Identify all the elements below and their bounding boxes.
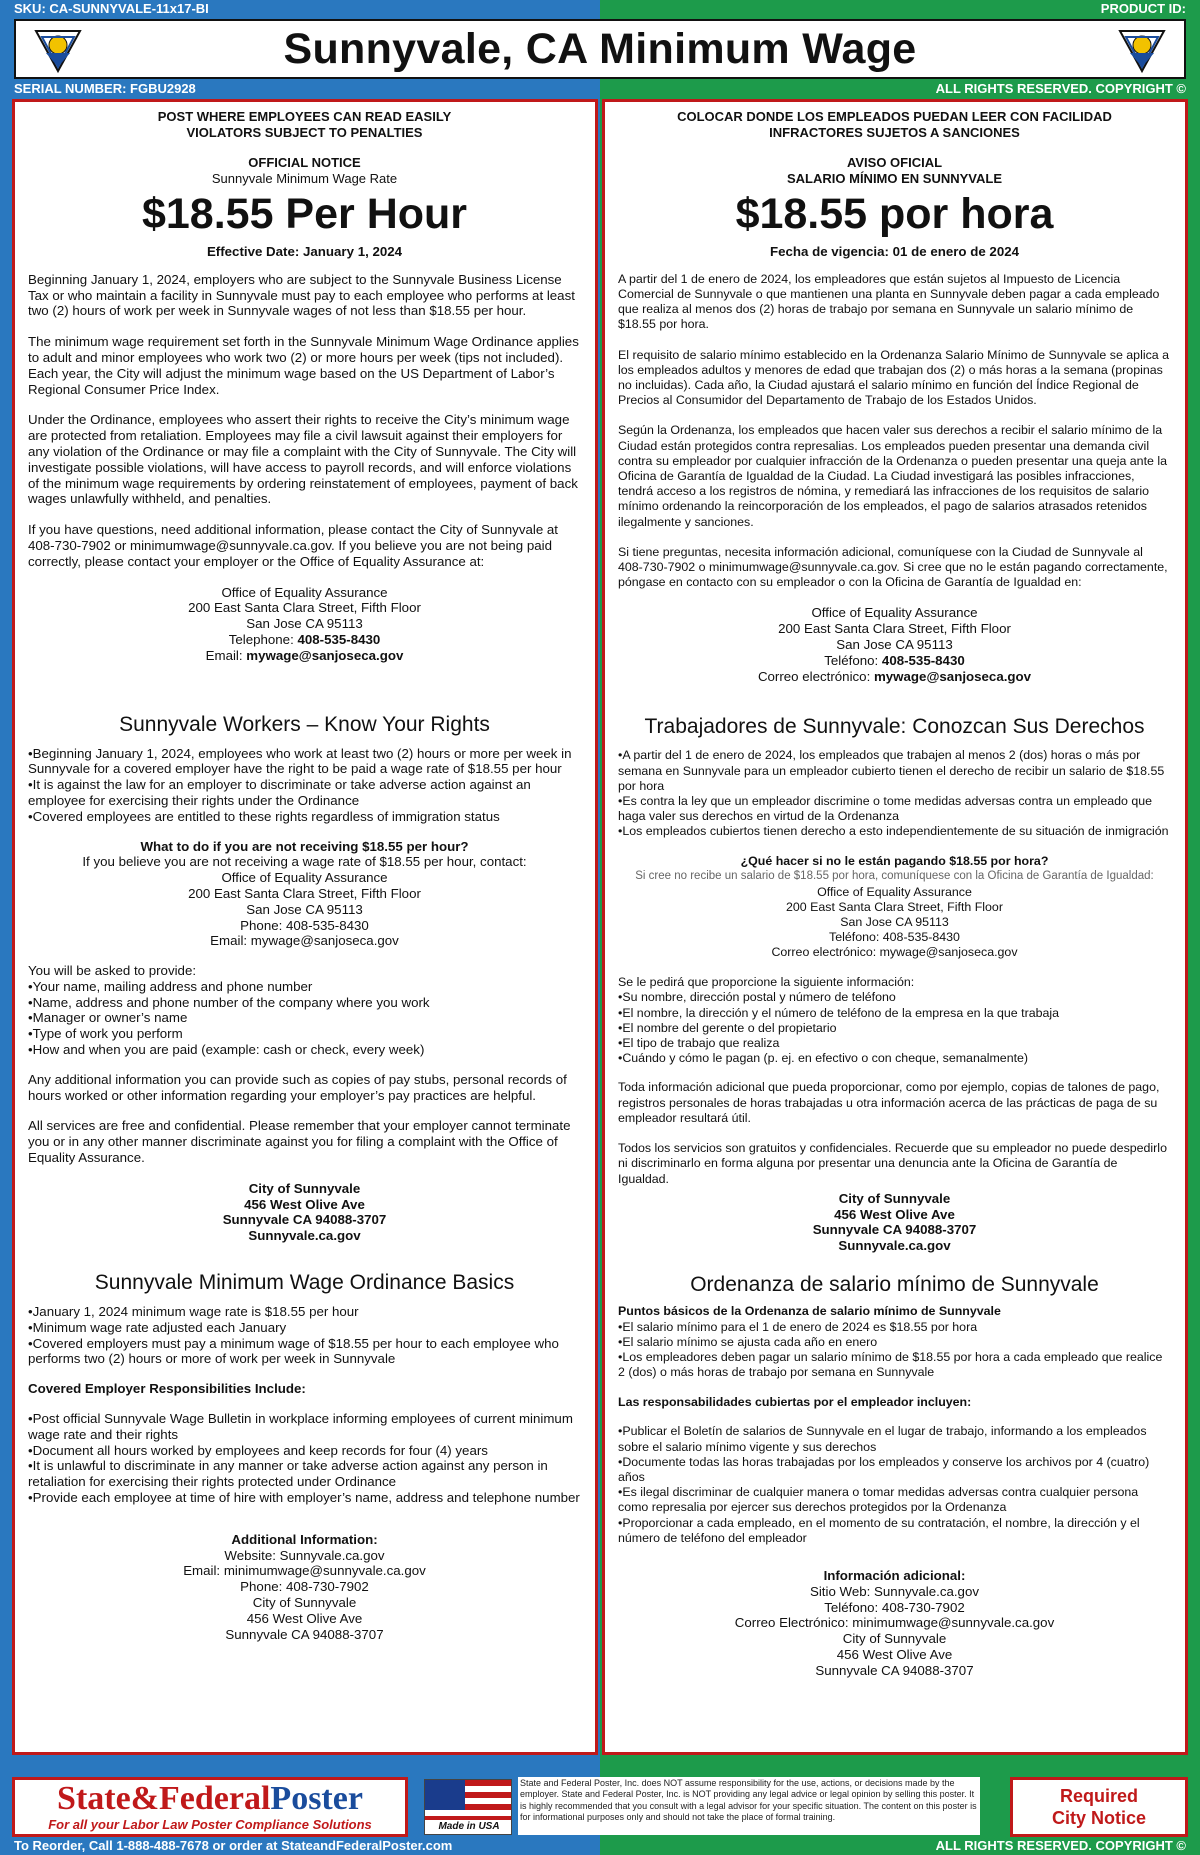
list-item: • Publicar el Boletín de salarios de Sunnyvale en el lugar de trabajo, informando a los empleados sobre el salario mínimo vigente y sus derechos [618, 1424, 1171, 1454]
list-item: • Proporcionar a cada empleado, en el momento de su contratación, el nombre, la dirección y el número de teléfono del empleador [618, 1516, 1171, 1546]
page-title: Sunnyvale, CA Minimum Wage [283, 25, 917, 73]
paragraph: Beginning January 1, 2024, employers who are subject to the Sunnyvale Business License Tax or who maintain a facility in Sunnyvale must pay to each employee who performs at least two (2) hours of work per week in Sunnyvale wages of not less than $18.55 per hour. [28, 271, 575, 319]
subsection-title: What to do if you are not receiving $18.55 per hour? [140, 838, 469, 854]
wage-rate: $18.55 Per Hour [141, 190, 468, 238]
made-in-usa: Made in USA [425, 1820, 512, 1834]
english-column [12, 99, 598, 1755]
list-item: • Provide each employee at time of hire with employer’s name, address and telephone number [28, 1490, 581, 1506]
paragraph: All services are free and confidential. Please remember that your employer cannot terminate you or in any other manner discriminate against you for filing a complaint with the Office of Equality Assurance. [28, 1118, 571, 1166]
list-item: • It is unlawful to discriminate in any manner or take adverse action against any person in retaliation for exercising their rights protected under Ordinance [28, 1458, 581, 1490]
logo-tagline: For all your Labor Law Poster Compliance Solutions [48, 1817, 372, 1832]
wage-rate: $18.55 por hora [735, 190, 1054, 238]
list-item: • Cuándo y cómo le pagan (p. ej. en efectivo o con cheque, semanalmente) [618, 1051, 1171, 1066]
list-item: • Document all hours worked by employees and keep records for four (4) years [28, 1443, 581, 1459]
rights-list [28, 746, 581, 825]
list-item: • Es ilegal discriminar de cualquier manera o tomar medidas adversas contra cualquier persona como represalia por ejercer sus derechos protegidos por la Ordenanza [618, 1485, 1171, 1515]
paragraph: Under the Ordinance, employees who assert their rights to receive the City’s minimum wage are protected from retaliation. Employees may file a civil lawsuit against their employers for any violation of the Ordinance or may file a complaint with the City of Sunnyvale. The City will investigate possible violations, will have access to payroll records, and will enforce violations of the minimum wage requirements by ordering reinstatement of employees, payment of back wages unlawfully withheld, and penalties. [28, 412, 578, 507]
provide-label: Se le pedirá que proporcione la siguiente información: [618, 974, 915, 989]
city-address: City of Sunnyvale 456 West Olive Ave Sunnyvale CA 94088-3707 Sunnyvale.ca.gov [222, 1180, 387, 1244]
responsibilities-list [618, 1424, 1171, 1546]
paragraph: If you have questions, need additional information, please contact the City of Sunnyvale at 408-730-7902 or minimumwage@sunnyvale.ca.gov. If you believe you are not being paid correctly, please contact your employer or the Office of Equality Assurance at: [28, 522, 558, 569]
responsibilities-list [28, 1411, 581, 1506]
footer-bar [0, 1775, 1200, 1837]
list-item: • Covered employers must pay a minimum wage of $18.55 per hour to each employee who performs two (2) hours or more of work per week in Sunnyvale [28, 1336, 581, 1368]
reorder-info: To Reorder, Call 1-888-488-7678 or order at StateandFederalPoster.com [14, 1838, 453, 1853]
paragraph: Toda información adicional que pueda proporcionar, como por ejemplo, copias de talones de pago, registros personales de horas trabajadas u otra información acerca de las prácticas de paga de su empleador resultará útil. [618, 1080, 1160, 1125]
list-item: • Manager or owner’s name [28, 1010, 581, 1026]
basics-list [618, 1320, 1171, 1381]
paragraph: Any additional information you can provide such as copies of pay stubs, personal records of hours worked or other information regarding your employer’s pay practices are helpful. [28, 1071, 567, 1103]
post-notice: COLOCAR DONDE LOS EMPLEADOS PUEDAN LEER CON FACILIDAD INFRACTORES SUJETOS A SANCIONES [677, 109, 1112, 140]
list-item: • El salario mínimo para el 1 de enero de 2024 es $18.55 por hora [618, 1320, 1171, 1335]
provide-list [28, 979, 581, 1058]
sku: SKU: CA-SUNNYVALE-11x17-BI [14, 1, 209, 16]
section-title: Sunnyvale Workers – Know Your Rights [119, 712, 490, 736]
effective-date: Fecha de vigencia: 01 de enero de 2024 [769, 244, 1020, 259]
effective-date: Effective Date: January 1, 2024 [206, 244, 403, 259]
list-item: • El salario mínimo se ajusta cada año en enero [618, 1335, 1171, 1350]
list-item: • A partir del 1 de enero de 2024, los empleados que trabajen al menos 2 (dos) horas o más por semana en Sunnyvale para un empleador cubierto tienen el derecho de recibir un salario de $18.55 por hora [618, 748, 1171, 794]
required-city-notice-badge: Required City Notice [1010, 1777, 1188, 1837]
list-item: • Su nombre, dirección postal y número de teléfono [618, 990, 1171, 1005]
rights-list [618, 748, 1171, 839]
list-item: • Covered employees are entitled to these rights regardless of immigration status [28, 809, 581, 825]
list-item: • It is against the law for an employer to discriminate or take adverse action against an employee for exercising their rights under the Ordinance [28, 777, 581, 809]
paragraph: El requisito de salario mínimo establecido en la Ordenanza Salario Mínimo de Sunnyvale se aplica a los empleados adultos y menores de edad que trabajan dos (2) o más horas a la semana (propinas no incluidas). Cada año, la Ciudad ajustará el salario mínimo en función del Índice Regional de Precios al Consumidor del Departamento de Trabajo de los Estados Unidos. [618, 347, 1169, 408]
list-item: • Es contra la ley que un empleador discrimine o tome medidas adversas contra un empleado que haga valer sus derechos en virtud de la Ordenanza [618, 794, 1171, 824]
disclaimer: State and Federal Poster, Inc. does NOT assume responsibility for the use, actions, or decisions made by the employer. State and Federal Poster, Inc. is NOT providing any legal advice or legal opinion by selling this poster. It is highly recommended that you consult with a legal advisor for your specific situation. The content on this poster is for informational purposes only and should not take the place of formal training. [518, 1777, 980, 1835]
additional-info: Additional Information: Website: Sunnyvale.ca.gov Email: minimumwage@sunnyvale.ca.gov Phone: 408-730-7902 City of Sunnyvale 456 West Olive Ave Sunnyvale CA 94088-3707 [183, 1531, 426, 1642]
copyright-bottom: ALL RIGHTS RESERVED. COPYRIGHT © [935, 1838, 1186, 1853]
city-seal-icon [32, 23, 84, 75]
office-address: Office of Equality Assurance 200 East Santa Clara Street, Fifth Floor San Jose CA 95113 Telephone: 408-535-8430 Email: mywage@sanjoseca.gov [188, 584, 421, 663]
copyright-top: ALL RIGHTS RESERVED. COPYRIGHT © [935, 81, 1186, 96]
provide-label: You will be asked to provide: [28, 963, 197, 979]
list-item: • Your name, mailing address and phone number [28, 979, 581, 995]
list-item: • Type of work you perform [28, 1026, 581, 1042]
paragraph: Si tiene preguntas, necesita información adicional, comuníquese con la Ciudad de Sunnyvale al 408-730-7902 o minimumwage@sunnyvale.ca.gov. Si cree que no le están pagando correctamente, póngase en contacto con su empleador o con la Oficina de Garantía de Igualdad en: [618, 544, 1168, 590]
usa-flag-icon [424, 1779, 512, 1835]
contact-block: Si cree no recibe un salario de $18.55 por hora, comuníquese con la Oficina de Garantía de Igualdad: Office of Equality Assurance 200 East Santa Clara Street, Fifth Floor San Jose CA 95113 Teléfono: 408-535-8430 Correo electrónico: mywage@sanjoseca.gov [635, 870, 1154, 960]
poster-header [14, 19, 1186, 79]
top-strip [0, 0, 1200, 18]
list-item: • Beginning January 1, 2024, employees who work at least two (2) hours or more per week in Sunnyvale for a covered employer have the right to be paid a wage rate of $18.55 per hour [28, 746, 581, 778]
city-seal-icon [1116, 23, 1168, 75]
list-item: • El tipo de trabajo que realiza [618, 1036, 1171, 1051]
paragraph: A partir del 1 de enero de 2024, los empleadores que están sujetos al Impuesto de Licencia Comercial de Sunnyvale o que mantienen una planta en Sunnyvale deben pagar a cada empleado que realiza al menos dos (2) horas de trabajo por semana en Sunnyvale un salario mínimo de $18.55 por hora. [618, 271, 1160, 332]
publisher-logo [12, 1777, 408, 1837]
list-item: • Post official Sunnyvale Wage Bulletin in workplace informing employees of current minimum wage rate and their rights [28, 1411, 581, 1443]
post-notice: POST WHERE EMPLOYEES CAN READ EASILY VIOLATORS SUBJECT TO PENALTIES [157, 109, 452, 140]
list-item: • Los empleadores deben pagar un salario mínimo de $18.55 por hora a cada empleado que realice 2 (dos) o más horas de trabajo por semana en Sunnyvale [618, 1350, 1171, 1380]
subsection-title: Covered Employer Responsibilities Include: [28, 1381, 306, 1397]
list-item: • Documente todas las horas trabajadas por los empleados y conserve los archivos por 4 (cuatro) años [618, 1455, 1171, 1485]
paragraph: The minimum wage requirement set forth in the Sunnyvale Minimum Wage Ordinance applies to adult and minor employees who work two (2) or more hours per week (tips not included). Each year, the City will adjust the minimum wage based on the US Department of Labor’s Regional Consumer Price Index. [28, 334, 579, 397]
list-item: • Name, address and phone number of the company where you work [28, 995, 581, 1011]
office-address: Office of Equality Assurance 200 East Santa Clara Street, Fifth Floor San Jose CA 95113 Teléfono: 408-535-8430 Correo electrónico: mywage@sanjoseca.gov [757, 605, 1032, 684]
list-item: • Los empleados cubiertos tienen derecho a esto independientemente de su situación de inmigración [618, 824, 1171, 839]
section-title: Trabajadores de Sunnyvale: Conozcan Sus Derechos [644, 715, 1145, 739]
contact-block: If you believe you are not receiving a wage rate of $18.55 per hour, contact: Office of Equality Assurance 200 East Santa Clara Street, Fifth Floor San Jose CA 95113 Phone: 408-535-8430 Email: mywage@sanjoseca.gov [82, 854, 527, 949]
list-item: • How and when you are paid (example: cash or check, every week) [28, 1042, 581, 1058]
product-id: PRODUCT ID: [1100, 1, 1186, 16]
list-item: • Minimum wage rate adjusted each January [28, 1320, 581, 1336]
official-notice: OFFICIAL NOTICE Sunnyvale Minimum Wage Rate [211, 155, 398, 186]
subsection-title: ¿Qué hacer si no le están pagando $18.55 por hora? [740, 853, 1049, 868]
logo-text-poster: Poster [270, 1780, 363, 1817]
provide-list [618, 990, 1171, 1066]
section-title: Ordenanza de salario mínimo de Sunnyvale [690, 1272, 1099, 1296]
official-notice: AVISO OFICIAL SALARIO MÍNIMO EN SUNNYVALE [787, 155, 1002, 186]
city-address: City of Sunnyvale 456 West Olive Ave Sunnyvale CA 94088-3707 Sunnyvale.ca.gov [812, 1190, 977, 1254]
section-title: Sunnyvale Minimum Wage Ordinance Basics [94, 1271, 515, 1295]
serial-strip [0, 80, 1200, 98]
additional-info: Información adicional: Sitio Web: Sunnyvale.ca.gov Teléfono: 408-730-7902 Correo Electrónico: minimumwage@sunnyvale.ca.gov City of Sunnyvale 456 West Olive Ave Sunnyvale CA 94088-3707 [734, 1567, 1055, 1678]
serial-number: SERIAL NUMBER: FGBU2928 [14, 81, 196, 96]
list-item: • January 1, 2024 minimum wage rate is $18.55 per hour [28, 1304, 581, 1320]
subsection-title: Puntos básicos de la Ordenanza de salario mínimo de Sunnyvale [618, 1303, 1001, 1318]
paragraph: Todos los servicios son gratuitos y confidenciales. Recuerde que su empleador no puede despedirlo ni discriminarlo en forma alguna por presentar una denuncia ante la Oficina de Garantía de Igualdad. [618, 1141, 1167, 1186]
spanish-column [602, 99, 1188, 1755]
basics-list [28, 1304, 581, 1367]
bottom-strip [0, 1837, 1200, 1855]
paragraph: Según la Ordenanza, los empleados que hacen valer sus derechos a recibir el salario mínimo de la Ciudad están protegidos contra represalias. Los empleados pueden presentar una demanda civil contra su empleador por cualquier infracción de la Ordenanza o pueden presentar una queja ante la Oficina de Garantía de Igualdad de la Ciudad. La Ciudad investigará las posibles infracciones, tendrá acceso a los registros de nómina, y remediará las infracciones de los requisitos de salario mínimo ordenando la reincorporación de los empleados, el pago de salarios atrasados retenidos ilegalmente y sanciones. [618, 423, 1167, 529]
list-item: • El nombre, la dirección y el número de teléfono de la empresa en la que trabaja [618, 1006, 1171, 1021]
list-item: • El nombre del gerente o del propietario [618, 1021, 1171, 1036]
logo-text: State&Federal [57, 1780, 271, 1817]
subsection-title: Las responsabilidades cubiertas por el empleador incluyen: [618, 1394, 972, 1409]
